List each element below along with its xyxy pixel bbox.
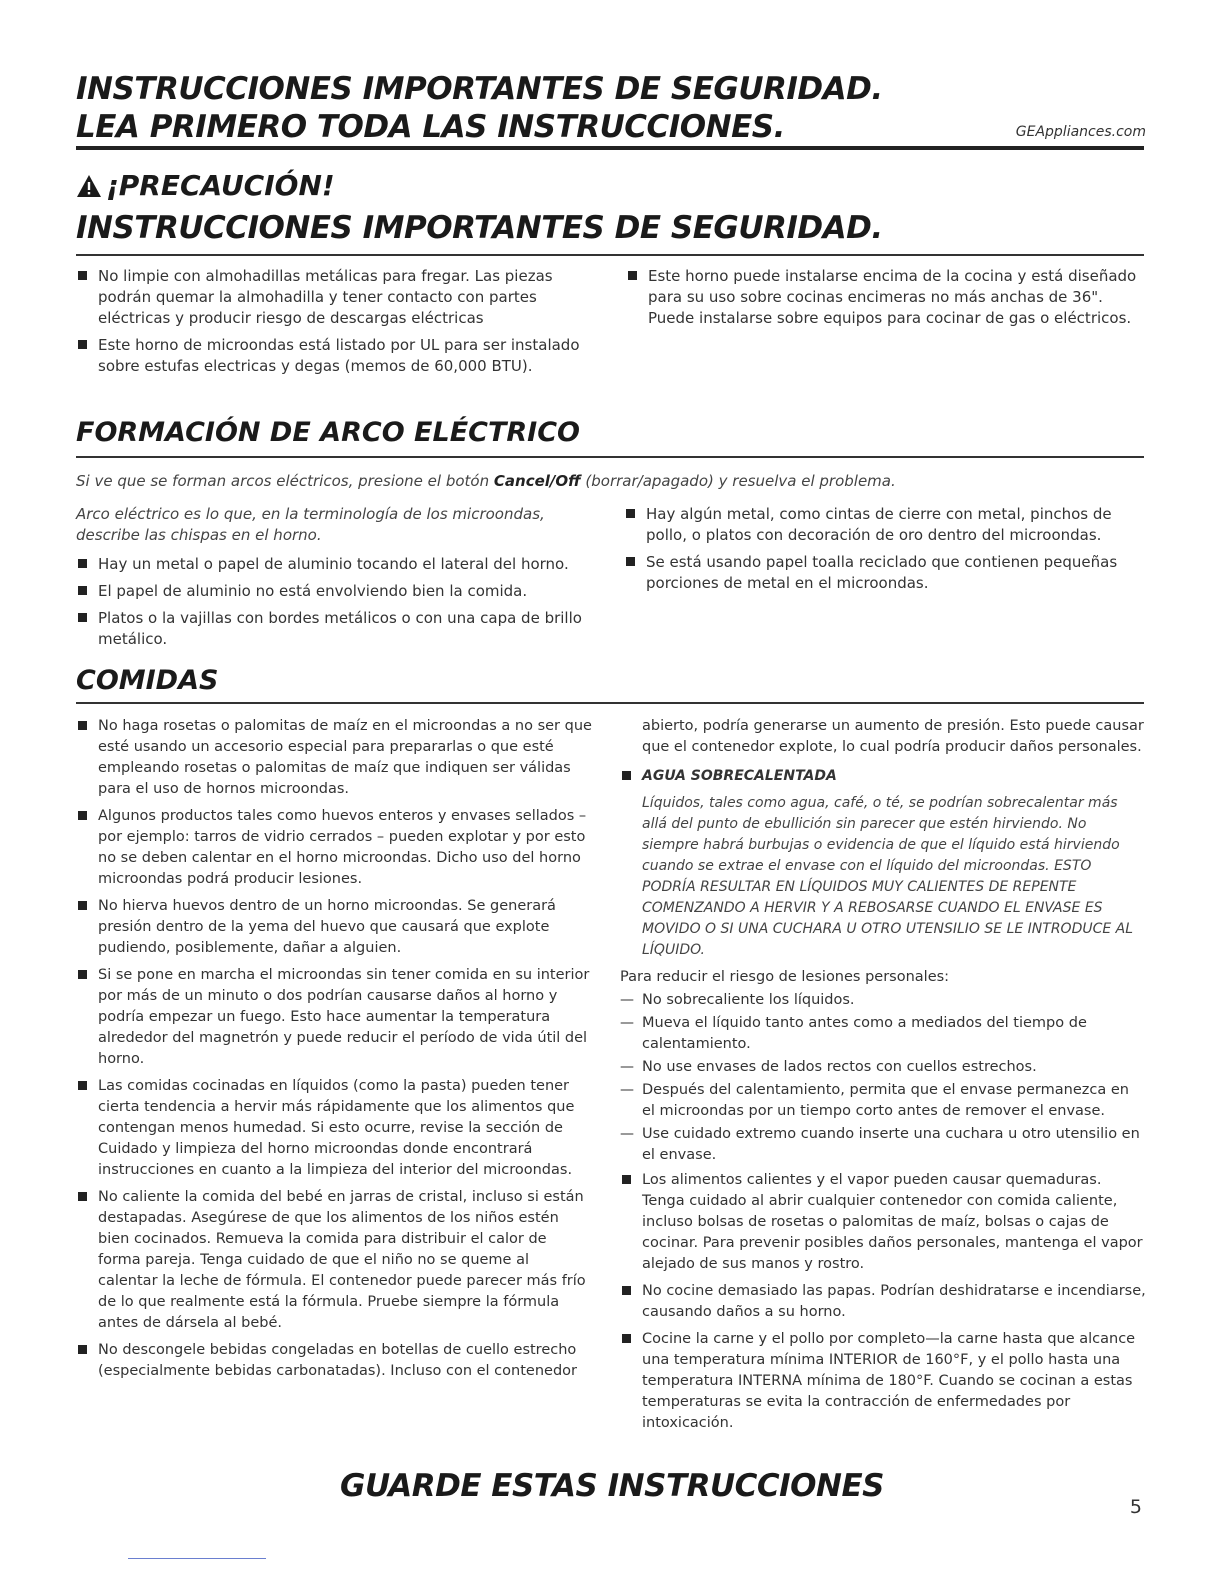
page-number: 5 — [1129, 1496, 1142, 1518]
bottom-divider — [128, 1558, 266, 1559]
list-item: Se está usando papel toalla reciclado que contienen pequeñas porciones de metal en el microondas. — [624, 552, 1146, 594]
list-item: — No use envases de lados rectos con cuellos estrechos. — [620, 1057, 1146, 1078]
reduce-risk-label: Para reducir el riesgo de lesiones personales: — [620, 969, 950, 985]
foods-continuation: abierto, podría generarse un aumento de presión. Esto puede causar que el contenedor explote, lo cual podría producir daños personales. — [642, 718, 1144, 755]
list-item: — Use cuidado extremo cuando inserte una cuchara u otro utensilio en el envase. — [620, 1124, 1146, 1166]
list-item: No limpie con almohadillas metálicas para fregar. Las piezas podrán quemar la almohadilla y tener contacto con partes eléctricas y producir riesgo de descargas eléctricas — [76, 266, 586, 329]
arcing-intro-text-end: (borrar/apagado) y resuelva el problema. — [580, 472, 896, 490]
list-item: Los alimentos calientes y el vapor pueden causar quemaduras. Tenga cuidado al abrir cualquier contenedor con comida caliente, incluso bolsas de rosetas o palomitas de maíz, bolsas o cajas de cocinar. Para prevenir posibles daños personales, mantenga el vapor alejado de sus manos y rostro. — [620, 1170, 1146, 1275]
list-item: Hay algún metal, como cintas de cierre con metal, pinchos de pollo, o platos con decoración de oro dentro del microondas. — [624, 504, 1146, 546]
precaution-subtitle: INSTRUCCIONES IMPORTANTES DE SEGURIDAD. — [76, 210, 883, 246]
header-title-line1: INSTRUCCIONES IMPORTANTES DE SEGURIDAD. — [76, 71, 883, 107]
list-item: Cocine la carne y el pollo por completo—la carne hasta que alcance una temperatura mínima INTERIOR de 160°F, y el pollo hasta una temperatura INTERNA mínima de 180°F. Cuando se cocinan a estas temperaturas se evita la contracción de enfermedades por intoxicación. — [620, 1329, 1146, 1434]
foods-right-column — [620, 716, 1146, 1440]
arcing-intro-text: Si ve que se forman arcos eléctricos, presione el botón — [76, 472, 494, 490]
save-instructions-footer: GUARDE ESTAS INSTRUCCIONES — [340, 1468, 884, 1504]
list-item: No cocine demasiado las papas. Podrían deshidratarse e incendiarse, causando daños a su horno. — [620, 1281, 1146, 1323]
list-item: Este horno puede instalarse encima de la cocina y está diseñado para su uso sobre cocinas encimeras no más anchas de 36". Puede instalarse sobre equipos para cocinar de gas o eléctricos. — [626, 266, 1146, 329]
list-item: No descongele bebidas congeladas en botellas de cuello estrecho (especialmente bebidas carbonatadas). Incluso con el contenedor — [76, 1340, 592, 1382]
precaution-block — [76, 168, 883, 248]
header-title-line2: LEA PRIMERO TODA LAS INSTRUCCIONES. — [76, 109, 785, 145]
cancel-off-button-label: Cancel/Off — [493, 472, 581, 490]
website-label: GEAppliances.com — [1015, 124, 1146, 140]
page-header — [76, 70, 1146, 146]
safety-list-right — [626, 266, 1146, 335]
precaution-title: ¡PRECAUCIÓN! — [106, 169, 335, 202]
list-item: Hay un metal o papel de aluminio tocando el lateral del horno. — [76, 554, 596, 575]
arcing-right-column — [624, 504, 1146, 600]
list-item: No hierva huevos dentro de un horno microondas. Se generará presión dentro de la yema del huevo que causará que explote pudiendo, posiblemente, dañar a alguien. — [76, 896, 592, 959]
list-item: El papel de aluminio no está envolviendo bien la comida. — [76, 581, 596, 602]
hot-water-text: Líquidos, tales como agua, café, o té, se podrían sobrecalentar más allá del punto de ebullición sin parecer que estén hirviendo. No siempre habrá burbujas o evidencia de que el líquido está hirviendo cuando se extrae el envase con el líquido del microondas. ESTO PODRÍA RESULTAR EN LÍQUIDOS MUY CALIENTES DE REPENTE COMENZANDO A HERVIR Y A REBOSARSE CUANDO EL ENVASE ES MOVIDO O SI UNA CUCHARA U OTRO UTENSILIO SE LE INTRODUCE AL LÍQUIDO. — [642, 795, 1134, 958]
list-item: Si se pone en marcha el microondas sin tener comida en su interior por más de un minuto o dos podrían causarse daños al horno y podría empezar un fuego. Esto hace aumentar la temperatura alrededor del magnetrón y puede reducir el período de vida útil del horno. — [76, 965, 592, 1070]
list-item: Platos o la vajillas con bordes metálicos o con una capa de brillo metálico. — [76, 608, 596, 650]
warning-triangle-icon — [76, 174, 102, 198]
list-item: — No sobrecaliente los líquidos. — [620, 990, 1146, 1011]
list-item: Este horno de microondas está listado por UL para ser instalado sobre estufas electricas y degas (memos de 60,000 BTU). — [76, 335, 586, 377]
precaution-heading — [76, 168, 883, 204]
foods-left-column — [76, 716, 592, 1388]
arcing-intro — [76, 472, 896, 490]
list-item: Algunos productos tales como huevos enteros y envases sellados – por ejemplo: tarros de vidrio cerrados – pueden explotar y por esto no se deben calentar en el horno microondas. Dicho uso del horno microondas podrá producir lesiones. — [76, 806, 592, 890]
list-item: No haga rosetas o palomitas de maíz en el microondas a no ser que esté usando un accesorio especial para prepararlas o que esté empleando rosetas o palomitas de maíz que indiquen ser válidas para el uso de hornos microondas. — [76, 716, 592, 800]
list-item: No caliente la comida del bebé en jarras de cristal, incluso si están destapadas. Asegúrese de que los alimentos de los niños estén bien cocinados. Remueva la comida para distribuir el calor de forma pareja. Tenga cuidado de que el niño no se queme al calentar la leche de fórmula. El contenedor puede parecer más frío de lo que realmente está la fórmula. Pruebe siempre la fórmula antes de dársela al bebé. — [76, 1187, 592, 1334]
precaution-divider — [76, 254, 1144, 256]
list-item: — Mueva el líquido tanto antes como a mediados del tiempo de calentamiento. — [620, 1013, 1146, 1055]
arcing-definition: Arco eléctrico es lo que, en la terminología de los microondas, describe las chispas en el horno. — [76, 505, 545, 544]
arcing-divider — [76, 456, 1144, 458]
arcing-section-title: FORMACIÓN DE ARCO ELÉCTRICO — [76, 417, 580, 448]
list-item: — Después del calentamiento, permita que el envase permanezca en el microondas por un tiempo corto antes de remover el envase. — [620, 1080, 1146, 1122]
arcing-left-column — [76, 504, 596, 656]
foods-divider — [76, 702, 1144, 704]
list-item: Las comidas cocinadas en líquidos (como la pasta) pueden tener cierta tendencia a hervir más rápidamente que los alimentos que contengan menos humedad. Si esto ocurre, revise la sección de Cuidado y limpieza del horno microondas donde encontrará instrucciones en cuanto a la limpieza del interior del microondas. — [76, 1076, 592, 1181]
header-divider — [76, 146, 1144, 150]
hot-water-heading: AGUA SOBRECALENTADA — [620, 766, 1146, 787]
foods-section-title: COMIDAS — [76, 665, 219, 696]
safety-list-left — [76, 266, 586, 383]
